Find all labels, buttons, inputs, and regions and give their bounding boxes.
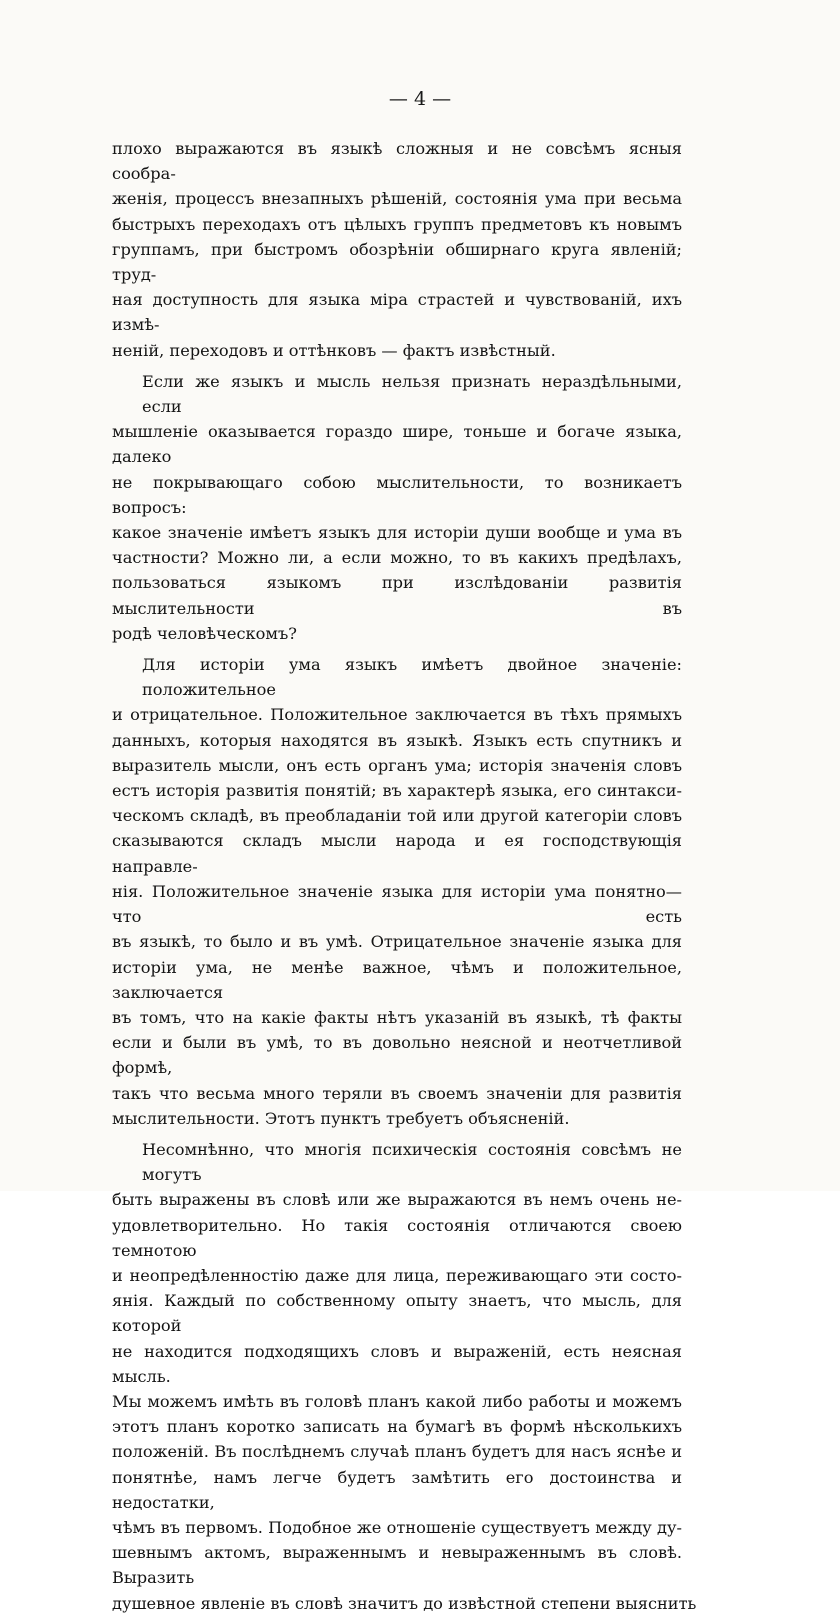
paragraph (112, 369, 682, 646)
text-line: если и были въ умѣ, то въ довольно неясной и неотчетливой формѣ, (112, 1033, 682, 1078)
text-line: плохо выражаются въ языкѣ сложныя и не совсѣмъ ясныя сообра- (112, 139, 682, 184)
text-line: душевное явленіе въ словѣ значитъ до извѣстной степени выяснить (112, 1593, 697, 1613)
text-line: такъ что весьма много теряли въ своемъ значеніи для развитія (112, 1083, 682, 1103)
text-line: чѣмъ въ первомъ. Подобное же отношеніе существуетъ между ду- (112, 1517, 682, 1537)
text-line: понятнѣе, намъ легче будетъ замѣтить его достоинства и недостатки, (112, 1467, 682, 1512)
text-line: шевнымъ актомъ, выраженнымъ и невыраженнымъ въ словѣ. Выразить (112, 1543, 682, 1588)
text-line: Если же языкъ и мысль нельзя признать нераздѣльными, если (142, 371, 682, 417)
text-line: быстрыхъ переходахъ отъ цѣлыхъ группъ предметовъ къ новымъ (112, 214, 682, 234)
text-line: положеній. Въ послѣднемъ случаѣ планъ будетъ для насъ яснѣе и (112, 1442, 682, 1462)
text-line: въ томъ, что на какіе факты нѣтъ указаній въ языкѣ, тѣ факты (112, 1007, 682, 1027)
text-line: янія. Каждый по собственному опыту знаетъ, что мысль, для которой (112, 1291, 682, 1336)
text-line: ческомъ складѣ, въ преобладаніи той или другой категоріи словъ (112, 806, 682, 826)
text-line: ная доступность для языка міра страстей и чувствованій, ихъ измѣ- (112, 290, 682, 335)
page-number: — 4 — (388, 88, 452, 110)
text-line: въ языкѣ, то было и въ умѣ. Отрицательное значеніе языка для (112, 932, 682, 952)
text-line: Для исторіи ума языкъ имѣетъ двойное значеніе: положительное (142, 655, 682, 700)
text-line: какое значеніе имѣетъ языкъ для исторіи души вообще и ума въ (112, 523, 682, 543)
text-line: нія. Положительное значеніе языка для исторіи ума понятно—что есть (112, 881, 682, 927)
text-line: неній, переходовъ и оттѣнковъ — фактъ извѣстный. (112, 340, 556, 360)
text-line: пользоваться языкомъ при изслѣдованіи развитія мыслительности въ (112, 573, 682, 618)
text-line: выразитель мысли, онъ есть органъ ума; исторія значенія словъ (112, 755, 682, 775)
text-line: Мы можемъ имѣть въ головѣ планъ какой либо работы и можемъ (112, 1391, 682, 1411)
text-line: и отрицательное. Положительное заключается въ тѣхъ прямыхъ (112, 705, 682, 725)
text-line: исторіи ума, не менѣе важное, чѣмъ и положительное, заключается (112, 957, 682, 1002)
text-line: не находится подходящихъ словъ и выраженій, есть неясная мысль. (112, 1341, 682, 1386)
text-line: сказываются складъ мысли народа и ея господствующія направле- (112, 831, 682, 876)
text-line: мышленіе оказывается гораздо шире, тоньше и богаче языка, далеко (112, 422, 682, 467)
text-line: и неопредѣленностію даже для лица, переживающаго эти состо- (112, 1265, 682, 1285)
text-line: не покрывающаго собою мыслительности, то возникаетъ вопросъ: (112, 472, 682, 517)
text-line: данныхъ, которыя находятся въ языкѣ. Языкъ есть спутникъ и (112, 730, 682, 750)
text-line: женія, процессъ внезапныхъ рѣшеній, состоянія ума при весьма (112, 189, 682, 209)
text-line: частности? Можно ли, а если можно, то въ какихъ предѣлахъ, (112, 548, 682, 568)
text-line: Несомнѣнно, что многія психическія состоянія совсѣмъ не могутъ (142, 1139, 682, 1185)
paragraph (112, 1137, 697, 1616)
text-line: родѣ человѣческомъ? (112, 623, 297, 643)
text-line: естъ исторія развитія понятій; въ характерѣ языка, его синтакси- (112, 781, 682, 801)
text-line: быть выражены въ словѣ или же выражаются въ немъ очень не- (112, 1190, 682, 1210)
paragraph (112, 136, 682, 363)
text-line: группамъ, при быстромъ обозрѣніи обширнаго круга явленій; труд- (112, 239, 682, 285)
paragraph (112, 652, 682, 1131)
text-line: удовлетворительно. Но такія состоянія отличаются своею темнотою (112, 1215, 682, 1260)
text-line: этотъ планъ коротко записать на бумагѣ въ формѣ нѣсколькихъ (112, 1417, 682, 1437)
text-line: мыслительности. Этотъ пунктъ требуетъ объясненій. (112, 1108, 570, 1128)
body-text (112, 136, 697, 1616)
